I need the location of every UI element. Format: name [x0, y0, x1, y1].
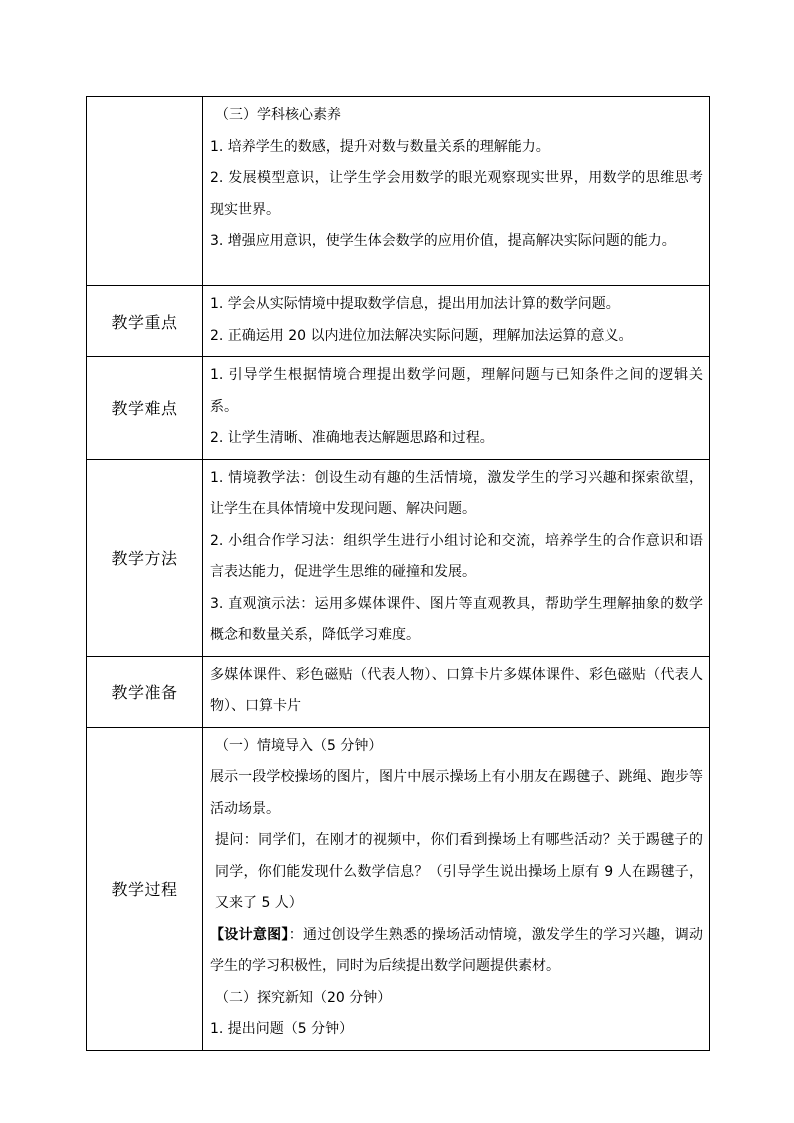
key-points-row [87, 286, 710, 357]
key-points-label: 教学重点 [87, 286, 203, 357]
design-intent-tag: 【设计意图】 [210, 926, 289, 943]
process-label: 教学过程 [87, 727, 203, 1050]
preparation-label: 教学准备 [87, 656, 203, 727]
key-point-2: 2. 正确运用 20 以内进位加法解决实际问题，理解加法运算的意义。 [210, 327, 633, 344]
literacy-item-3: 3. 增强应用意识，使学生体会数学的应用价值，提高解决实际问题的能力。 [210, 233, 676, 249]
section-2-item-1: 1. 提出问题（5 分钟） [210, 1021, 354, 1037]
methods-row [87, 459, 710, 656]
difficulties-label: 教学难点 [87, 357, 203, 460]
difficulties-content [203, 357, 710, 460]
preparation-row [87, 656, 710, 727]
section-1-heading: （一）情境导入（5 分钟） [215, 737, 383, 754]
method-2: 2. 小组合作学习法：组织学生进行小组讨论和交流，培养学生的合作意识和语言表达能力，促进学生思维的碰撞和发展。 [210, 532, 703, 580]
design-intent [210, 920, 703, 983]
key-point-1: 1. 学会从实际情境中提取数学信息，提出用加法计算的数学问题。 [210, 296, 620, 312]
process-content [203, 727, 710, 1050]
literacy-heading: （三）学科核心素养 [215, 107, 341, 123]
method-1: 1. 情境教学法：创设生动有趣的生活情境，激发学生的学习兴趣和探索欲望，让学生在具体情境中发现问题、解决问题。 [210, 469, 703, 517]
difficulties-row [87, 357, 710, 460]
methods-content [203, 459, 710, 656]
difficulty-1: 1. 引导学生根据情境合理提出数学问题，理解问题与已知条件之间的逻辑关系。 [210, 367, 703, 415]
literacy-item-2: 2. 发展模型意识，让学生学会用数学的眼光观察现实世界，用数学的思维思考现实世界。 [210, 170, 703, 218]
lesson-plan-table [86, 96, 710, 1051]
section-2-heading: （二）探究新知（20 分钟） [215, 989, 392, 1006]
literacy-content [203, 97, 710, 286]
key-points-content [203, 286, 710, 357]
literacy-item-1: 1. 培养学生的数感，提升对数与数量关系的理解能力。 [210, 138, 550, 155]
design-intent-text: ：通过创设学生熟悉的操场活动情境，激发学生的学习兴趣，调动学生的学习积极性，同时为后续提出数学问题提供素材。 [210, 926, 703, 974]
literacy-label-cell [87, 97, 203, 286]
section-1-text: 展示一段学校操场的图片，图片中展示操场上有小朋友在踢毽子、跳绳、跑步等活动场景。 [210, 769, 703, 817]
difficulty-2: 2. 让学生清晰、准确地表达解题思路和过程。 [210, 430, 494, 446]
methods-label: 教学方法 [87, 459, 203, 656]
process-row [87, 727, 710, 1050]
method-3: 3. 直观演示法：运用多媒体课件、图片等直观教具，帮助学生理解抽象的数学概念和数量关系，降低学习难度。 [210, 595, 703, 643]
literacy-row [87, 97, 710, 286]
preparation-text: 多媒体课件、彩色磁贴（代表人物）、口算卡片多媒体课件、彩色磁贴（代表人物）、口算卡片 [210, 666, 703, 714]
preparation-content [203, 656, 710, 727]
process-question: 提问：同学们，在刚才的视频中，你们看到操场上有哪些活动？关于踢毽子的同学，你们能发现什么数学信息？（引导学生说出操场上原有 9 人在踢毽子，又来了 5 人） [215, 832, 703, 911]
